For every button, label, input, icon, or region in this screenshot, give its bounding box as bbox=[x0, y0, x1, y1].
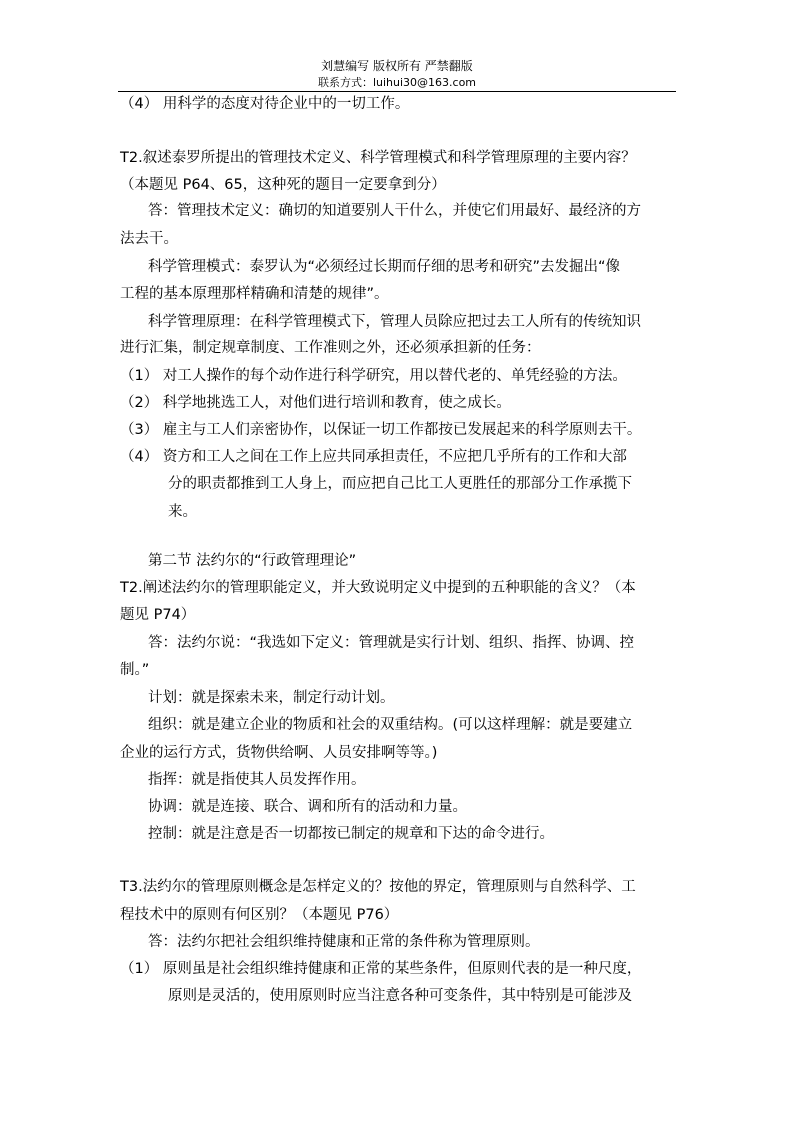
text-line: （4） 用科学的态度对待企业中的一切工作。 bbox=[120, 96, 410, 112]
header-author-line: 刘慧编写 版权所有 严禁翻版 bbox=[321, 59, 473, 73]
text-line: 分的职责都推到工人身上，而应把自己比工人更胜任的那部分工作承揽下 bbox=[168, 476, 632, 492]
text-line: 程技术中的原则有何区别？（本题见 P76） bbox=[120, 907, 399, 923]
list-item: （2） 科学地挑选工人，对他们进行培训和教育，使之成长。 bbox=[120, 395, 511, 411]
text-line: 计划：就是探索未来，制定行动计划。 bbox=[148, 690, 395, 706]
text-line: 组织：就是建立企业的物质和社会的双重结构。(可以这样理解：就是要建立 bbox=[148, 717, 633, 733]
question-title: T2.叙述泰罗所提出的管理技术定义、科学管理模式和科学管理原理的主要内容？ bbox=[120, 150, 636, 166]
text-line: （本题见 P64、65，这种死的题目一定要拿到分） bbox=[120, 177, 446, 193]
text-line: 科学管理模式：泰罗认为“必须经过长期而仔细的思考和研究”去发掘出“像 bbox=[148, 259, 621, 275]
answer-line: 答：法约尔说：“我选如下定义：管理就是实行计划、组织、指挥、协调、控 bbox=[148, 635, 635, 651]
list-item: （3） 雇主与工人们亲密协作，以保证一切工作都按已发展起来的科学原则去干。 bbox=[120, 422, 642, 438]
text-line: 来。 bbox=[168, 504, 197, 520]
list-item: （4） 资方和工人之间在工作上应共同承担责任，不应把几乎所有的工作和大部 bbox=[120, 449, 627, 465]
text-line: 控制：就是注意是否一切都按已制定的规章和下达的命令进行。 bbox=[148, 826, 554, 842]
text-line: 协调：就是连接、联合、调和所有的活动和力量。 bbox=[148, 799, 467, 815]
section-heading: 第二节 法约尔的“行政管理理论” bbox=[148, 553, 357, 569]
text-line: 法去干。 bbox=[120, 231, 178, 247]
list-item: （1） 原则虽是社会组织维持健康和正常的某些条件，但原则代表的是一种尺度， bbox=[120, 961, 642, 977]
text-line: 原则是灵活的，使用原则时应当注意各种可变条件，其中特别是可能涉及 bbox=[168, 988, 632, 1004]
text-line: 企业的运行方式，货物供给啊、人员安排啊等等。) bbox=[120, 745, 438, 761]
text-line: 进行汇集，制定规章制度、工作准则之外，还必须承担新的任务： bbox=[120, 340, 541, 356]
header-contact-line: 联系方式：luihui30@163.com bbox=[317, 76, 477, 89]
text-line: 科学管理原理：在科学管理模式下，管理人员除应把过去工人所有的传统知识 bbox=[148, 314, 641, 330]
text-line: 题见 P74） bbox=[120, 607, 196, 623]
text-line: 指挥：就是指使其人员发挥作用。 bbox=[148, 772, 366, 788]
answer-line: 答：管理技术定义：确切的知道要别人干什么，并使它们用最好、最经济的方 bbox=[148, 203, 641, 219]
text-line: 工程的基本原理那样精确和清楚的规律”。 bbox=[120, 286, 389, 302]
text-line: 制。” bbox=[120, 662, 150, 678]
list-item: （1） 对工人操作的每个动作进行科学研究，用以替代老的、单凭经验的方法。 bbox=[120, 368, 627, 384]
header-divider bbox=[118, 91, 676, 92]
question-title: T3.法约尔的管理原则概念是怎样定义的？按他的界定，管理原则与自然科学、工 bbox=[120, 879, 636, 895]
answer-line: 答：法约尔把社会组织维持健康和正常的条件称为管理原则。 bbox=[148, 934, 540, 950]
question-title: T2.阐述法约尔的管理职能定义，并大致说明定义中提到的五种职能的含义？（本 bbox=[120, 580, 636, 596]
